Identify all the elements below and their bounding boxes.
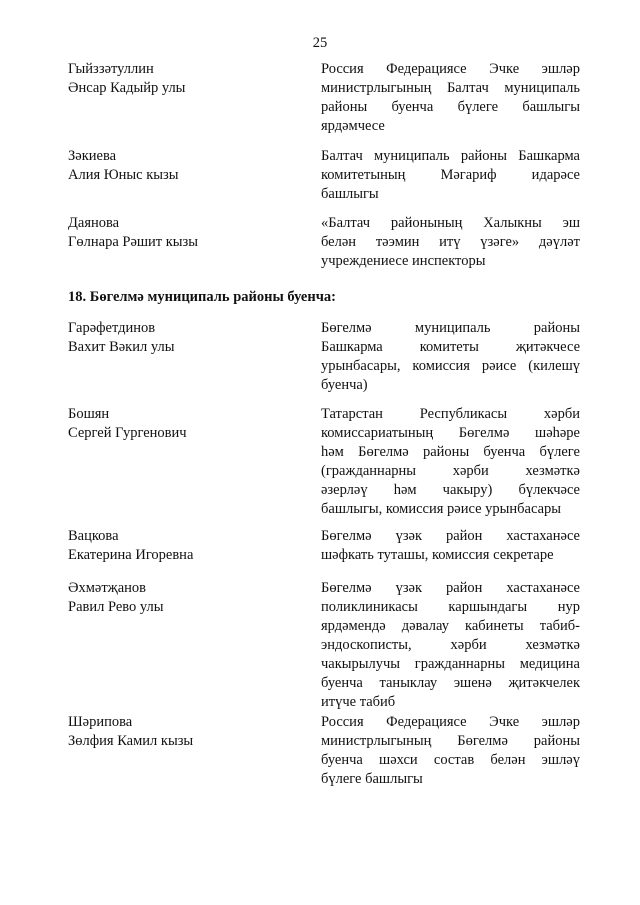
member-given-name: Сергей Гургенович	[68, 425, 187, 441]
position-line: поликлиникасы каршындагы нур	[321, 599, 580, 615]
member-position	[321, 405, 580, 519]
position-line: Балтач муниципаль районы Башкарма	[321, 148, 580, 164]
position-line: урынбасары, комиссия рәисе (килешү	[321, 358, 580, 374]
position-line: Бөгелмә үзәк район хастаханәсе	[321, 580, 580, 596]
position-line: Башкарма комитеты җитәкчесе	[321, 339, 580, 355]
member-surname: Вацкова	[68, 528, 119, 544]
member-name	[68, 405, 308, 443]
position-line: Бөгелмә муниципаль районы	[321, 320, 580, 336]
position-line: башлыгы, комиссия рәисе урынбасары	[321, 501, 562, 517]
member-surname: Гыйззәтуллин	[68, 61, 154, 77]
member-given-name: Екатерина Игоревна	[68, 547, 194, 563]
position-line: белән тәэмин итү үзәге» дәүләт	[321, 234, 580, 250]
position-line: «Балтач районының Халыкны эш	[321, 215, 580, 231]
member-name	[68, 214, 308, 252]
member-name	[68, 319, 308, 357]
position-line: буенча таныклау эшенә җитәкчелек	[321, 675, 580, 691]
member-position	[321, 60, 580, 136]
member-given-name: Әнсар Кадыйр улы	[68, 80, 186, 96]
member-name	[68, 527, 308, 565]
member-position	[321, 319, 580, 395]
member-position	[321, 214, 580, 271]
member-position	[321, 579, 580, 712]
position-line: башлыгы	[321, 186, 379, 202]
member-surname: Шәрипова	[68, 714, 133, 730]
position-line: районы буенча бүлеге башлыгы	[321, 99, 580, 115]
section-heading: 18. Бөгелмә муниципаль районы буенча:	[68, 289, 336, 305]
member-name	[68, 579, 308, 617]
member-surname: Әхмәтҗанов	[68, 580, 146, 596]
member-surname: Даянова	[68, 215, 120, 231]
page-number: 25	[312, 35, 328, 51]
position-line: (гражданнарны хәрби хезмәткә	[321, 463, 580, 479]
member-position	[321, 527, 580, 565]
position-line: комиссариатының Бөгелмә шәһәре	[321, 425, 580, 441]
member-surname: Гарәфетдинов	[68, 320, 156, 336]
position-line: эндоскописты, хәрби хезмәткә	[321, 637, 580, 653]
position-line: министрлыгының Балтач муниципаль	[321, 80, 580, 96]
member-surname: Зәкиева	[68, 148, 117, 164]
position-line: әзерләү һәм чакыру) бүлекчәсе	[321, 482, 580, 498]
position-line: Россия Федерациясе Эчке эшләр	[321, 714, 580, 730]
position-line: чакырылучы гражданнарны медицина	[321, 656, 580, 672]
member-name	[68, 60, 308, 98]
position-line: Татарстан Республикасы хәрби	[321, 406, 580, 422]
position-line: буенча шәхси состав белән эшләү	[321, 752, 580, 768]
position-line: ярдәмчесе	[321, 118, 385, 134]
member-given-name: Алия Юныс кызы	[68, 167, 179, 183]
member-position	[321, 147, 580, 204]
position-line: комитетының Мәгариф идарәсе	[321, 167, 580, 183]
member-given-name: Зөлфия Камил кызы	[68, 733, 194, 749]
position-line: һәм Бөгелмә районы буенча бүлеге	[321, 444, 580, 460]
position-line: буенча)	[321, 377, 368, 393]
position-line: шәфкать туташы, комиссия секретаре	[321, 547, 554, 563]
member-name	[68, 147, 308, 185]
position-line: учреждениесе инспекторы	[321, 253, 486, 269]
position-line: Бөгелмә үзәк район хастаханәсе	[321, 528, 580, 544]
position-line: ярдәмендә дәвалау кабинеты табиб-	[321, 618, 580, 634]
member-given-name: Гөлнара Рәшит кызы	[68, 234, 199, 250]
member-position	[321, 713, 580, 789]
member-name	[68, 713, 308, 751]
position-line: Россия Федерациясе Эчке эшләр	[321, 61, 580, 77]
position-line: итүче табиб	[321, 694, 396, 710]
position-line: министрлыгының Бөгелмә районы	[321, 733, 580, 749]
position-line: бүлеге башлыгы	[321, 771, 423, 787]
member-given-name: Равил Рево улы	[68, 599, 164, 615]
member-given-name: Вахит Вәкил улы	[68, 339, 175, 355]
member-surname: Бошян	[68, 406, 110, 422]
